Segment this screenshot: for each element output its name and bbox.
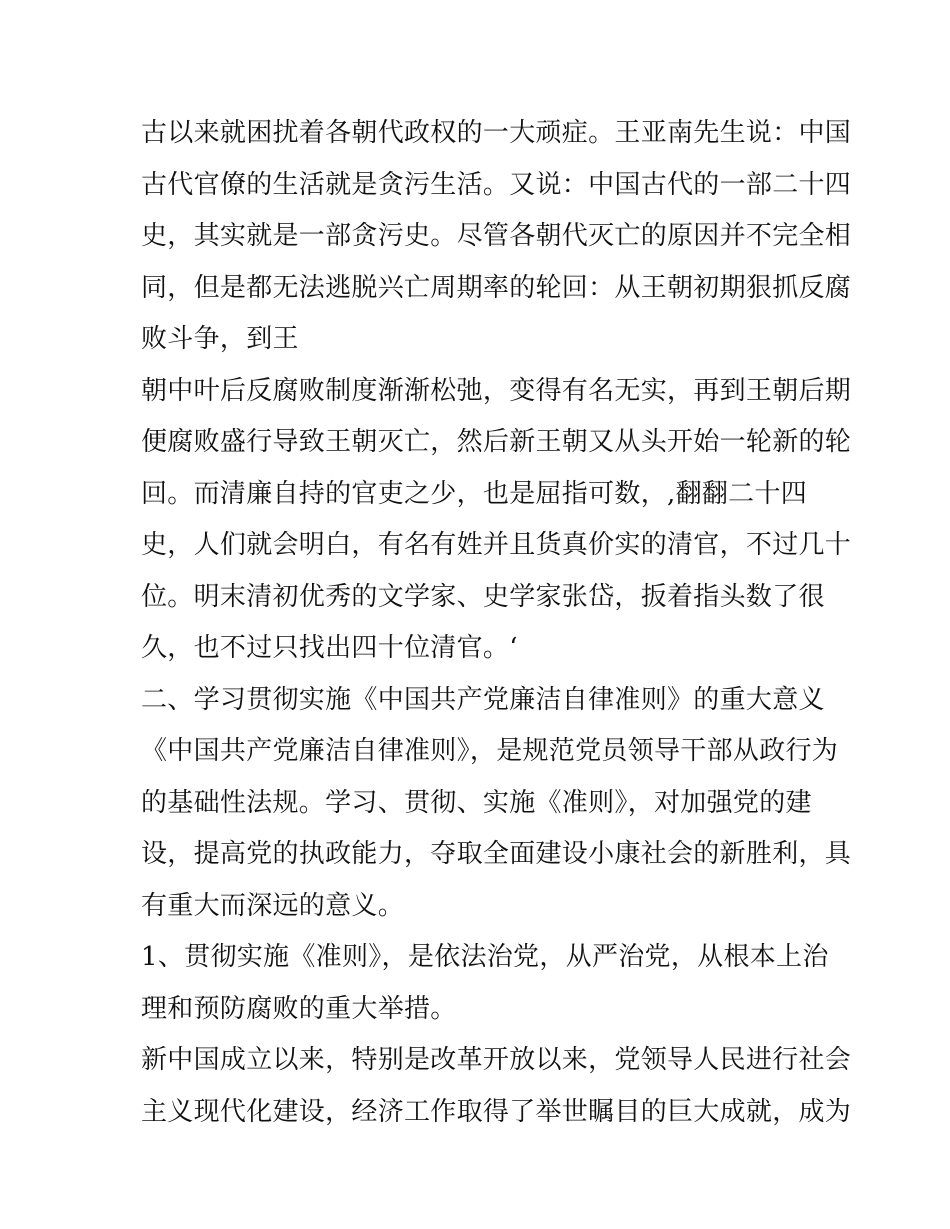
text-line: 古以来就困扰着各朝代政权的一大顽症。王亚南先生说：中国: [141, 118, 852, 148]
text-line: 《中国共产党廉洁自律准则》，是规范党员领导干部从政行为: [141, 736, 839, 766]
text-line: 新中国成立以来，特别是改革开放以来，党领导人民进行社会: [141, 1045, 852, 1075]
text-line: 主义现代化建设，经济工作取得了举世瞩目的巨大成就，成为: [141, 1096, 852, 1127]
text-line: 位。明末清初优秀的文学家、史学家张岱，扳着指头数了很: [141, 581, 825, 612]
text-line: 败斗争，到王: [141, 324, 299, 354]
text-line: 古代官僚的生活就是贪污生活。又说：中国古代的一部二十四: [141, 169, 852, 200]
text-line: 回。而清廉自持的官吏之少，也是屈指可数，,翻翻二十四: [141, 478, 808, 509]
text-line: 的基础性法规。学习、贯彻、实施《准则》，对加强党的建: [141, 787, 812, 818]
text-line: 久，也不过只找出四十位清官。‘: [141, 633, 518, 663]
text-line: 同，但是都无法逃脱兴亡周期率的轮回：从王朝初期狠抓反腐: [141, 272, 852, 303]
text-line: 史，人们就会明白，有名有姓并且货真价实的清官，不过几十: [141, 530, 852, 560]
text-line: 朝中叶后反腐败制度渐渐松弛，变得有名无实，再到王朝后期: [141, 375, 852, 406]
text-line: 便腐败盛行导致王朝灭亡，然后新王朝又从头开始一轮新的轮: [141, 427, 852, 457]
section-heading: 二、学习贯彻实施《中国共产党廉洁自律准则》的重大意义: [141, 684, 825, 715]
text-line: 史，其实就是一部贪污史。尽管各朝代灭亡的原因并不完全相: [141, 221, 852, 251]
document-body: [141, 108, 852, 1138]
text-line: 设，提高党的执政能力，夺取全面建设小康社会的新胜利，具: [141, 839, 852, 869]
subsection-heading: 1、贯彻实施《准则》，是依法治党，从严治党，从根本上治: [141, 942, 829, 972]
text-line: 理和预防腐败的重大举措。: [141, 993, 457, 1024]
text-line: 有重大而深远的意义。: [141, 890, 405, 921]
